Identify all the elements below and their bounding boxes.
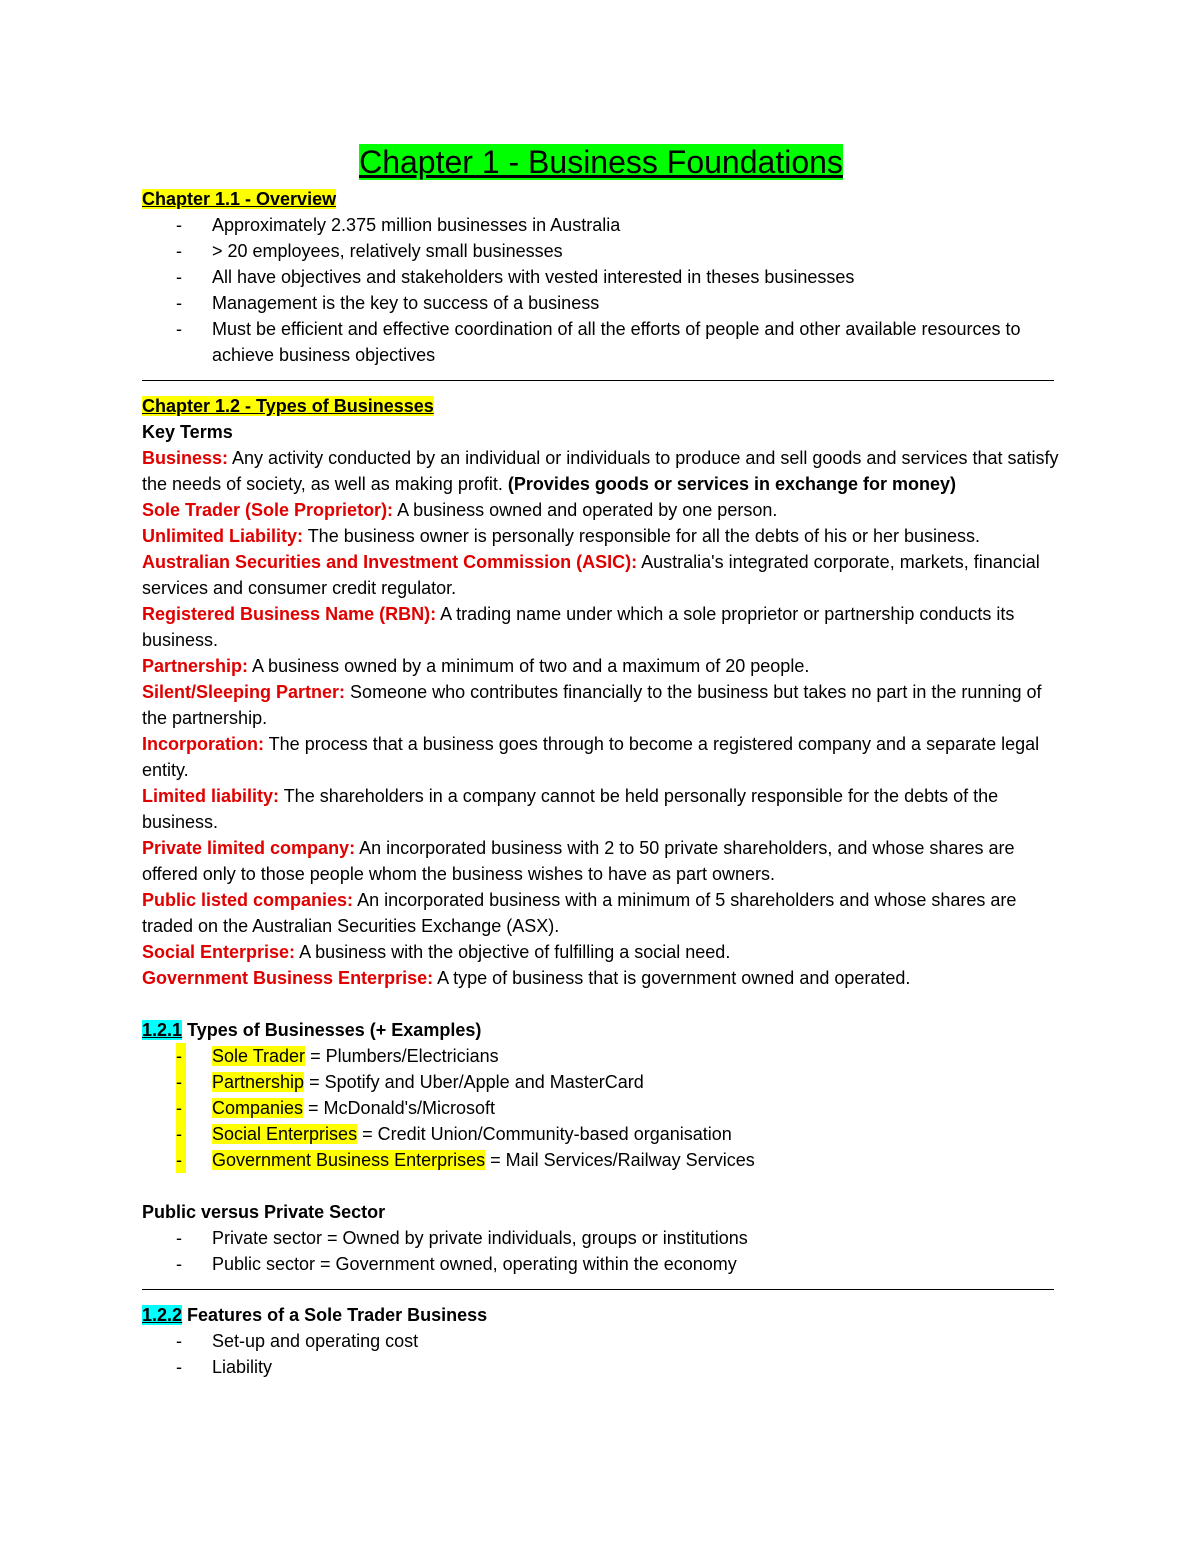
list-item: - Government Business Enterprises = Mail Services/Railway Services bbox=[142, 1147, 1060, 1173]
list-item: - > 20 employees, relatively small businesses bbox=[142, 238, 1060, 264]
key-terms-label: Key Terms bbox=[142, 422, 233, 442]
list-item: - Public sector = Government owned, operating within the economy bbox=[142, 1251, 1060, 1277]
list-item: - Liability bbox=[142, 1354, 1060, 1380]
spacer bbox=[142, 1173, 1060, 1199]
list-item: - All have objectives and stakeholders with vested interested in theses businesses bbox=[142, 264, 1060, 290]
types-examples-list bbox=[142, 1043, 1060, 1173]
list-item: - Private sector = Owned by private individuals, groups or institutions bbox=[142, 1225, 1060, 1251]
section-heading-types: Chapter 1.2 - Types of Businesses bbox=[142, 396, 434, 416]
document-content bbox=[142, 140, 1060, 1380]
sole-trader-features-list bbox=[142, 1328, 1060, 1380]
section-heading-overview: Chapter 1.1 - Overview bbox=[142, 189, 337, 209]
list-item: - Social Enterprises = Credit Union/Community-based organisation bbox=[142, 1121, 1060, 1147]
list-item: - Partnership = Spotify and Uber/Apple and MasterCard bbox=[142, 1069, 1060, 1095]
term-definition: Unlimited Liability: The business owner is personally responsible for all the debts of his or her business. bbox=[142, 526, 981, 546]
list-item: - Management is the key to success of a business bbox=[142, 290, 1060, 316]
section-heading-types-examples: 1.2.1 Types of Businesses (+ Examples) bbox=[142, 1020, 482, 1040]
section-heading-sole-trader-features: 1.2.2 Features of a Sole Trader Business bbox=[142, 1305, 488, 1325]
list-item: - Must be efficient and effective coordination of all the efforts of people and other available resources to achieve business objectives bbox=[142, 316, 1060, 368]
term-definition: Business: Any activity conducted by an individual or individuals to produce and sell goods and services that satisfy the needs of society, as well as making profit. (Provides goods or services in exchange for money) bbox=[142, 448, 1059, 494]
page-title: Chapter 1 - Business Foundations bbox=[359, 144, 843, 180]
term-definition: Silent/Sleeping Partner: Someone who contributes financially to the business but takes no part in the running of the partnership. bbox=[142, 682, 1042, 728]
term-definition: Limited liability: The shareholders in a company cannot be held personally responsible for the debts of the business. bbox=[142, 786, 999, 832]
term-definition: Social Enterprise: A business with the objective of fulfilling a social need. bbox=[142, 942, 731, 962]
term-definition: Public listed companies: An incorporated business with a minimum of 5 shareholders and whose shares are traded on the Australian Securities Exchange (ASX). bbox=[142, 890, 1017, 936]
term-definition: Partnership: A business owned by a minimum of two and a maximum of 20 people. bbox=[142, 656, 810, 676]
term-definition: Incorporation: The process that a business goes through to become a registered company and a separate legal entity. bbox=[142, 734, 1040, 780]
term-definition: Australian Securities and Investment Commission (ASIC): Australia's integrated corporate, markets, financial services and consumer credit regulator. bbox=[142, 552, 1040, 598]
list-item: - Set-up and operating cost bbox=[142, 1328, 1060, 1354]
horizontal-rule bbox=[142, 1289, 1054, 1290]
horizontal-rule bbox=[142, 380, 1054, 381]
sector-list bbox=[142, 1225, 1060, 1277]
spacer bbox=[142, 991, 1060, 1017]
list-item: - Sole Trader = Plumbers/Electricians bbox=[142, 1043, 1060, 1069]
term-definition: Private limited company: An incorporated business with 2 to 50 private shareholders, and whose shares are offered only to those people whom the business wishes to have as part owners. bbox=[142, 838, 1015, 884]
list-item: - Approximately 2.375 million businesses in Australia bbox=[142, 212, 1060, 238]
term-definition: Registered Business Name (RBN): A trading name under which a sole proprietor or partnership conducts its business. bbox=[142, 604, 1015, 650]
term-definition: Sole Trader (Sole Proprietor): A business owned and operated by one person. bbox=[142, 500, 778, 520]
term-definition: Government Business Enterprise: A type of business that is government owned and operated. bbox=[142, 968, 911, 988]
list-item: - Companies = McDonald's/Microsoft bbox=[142, 1095, 1060, 1121]
section-heading-sector: Public versus Private Sector bbox=[142, 1202, 386, 1222]
overview-list bbox=[142, 212, 1060, 368]
